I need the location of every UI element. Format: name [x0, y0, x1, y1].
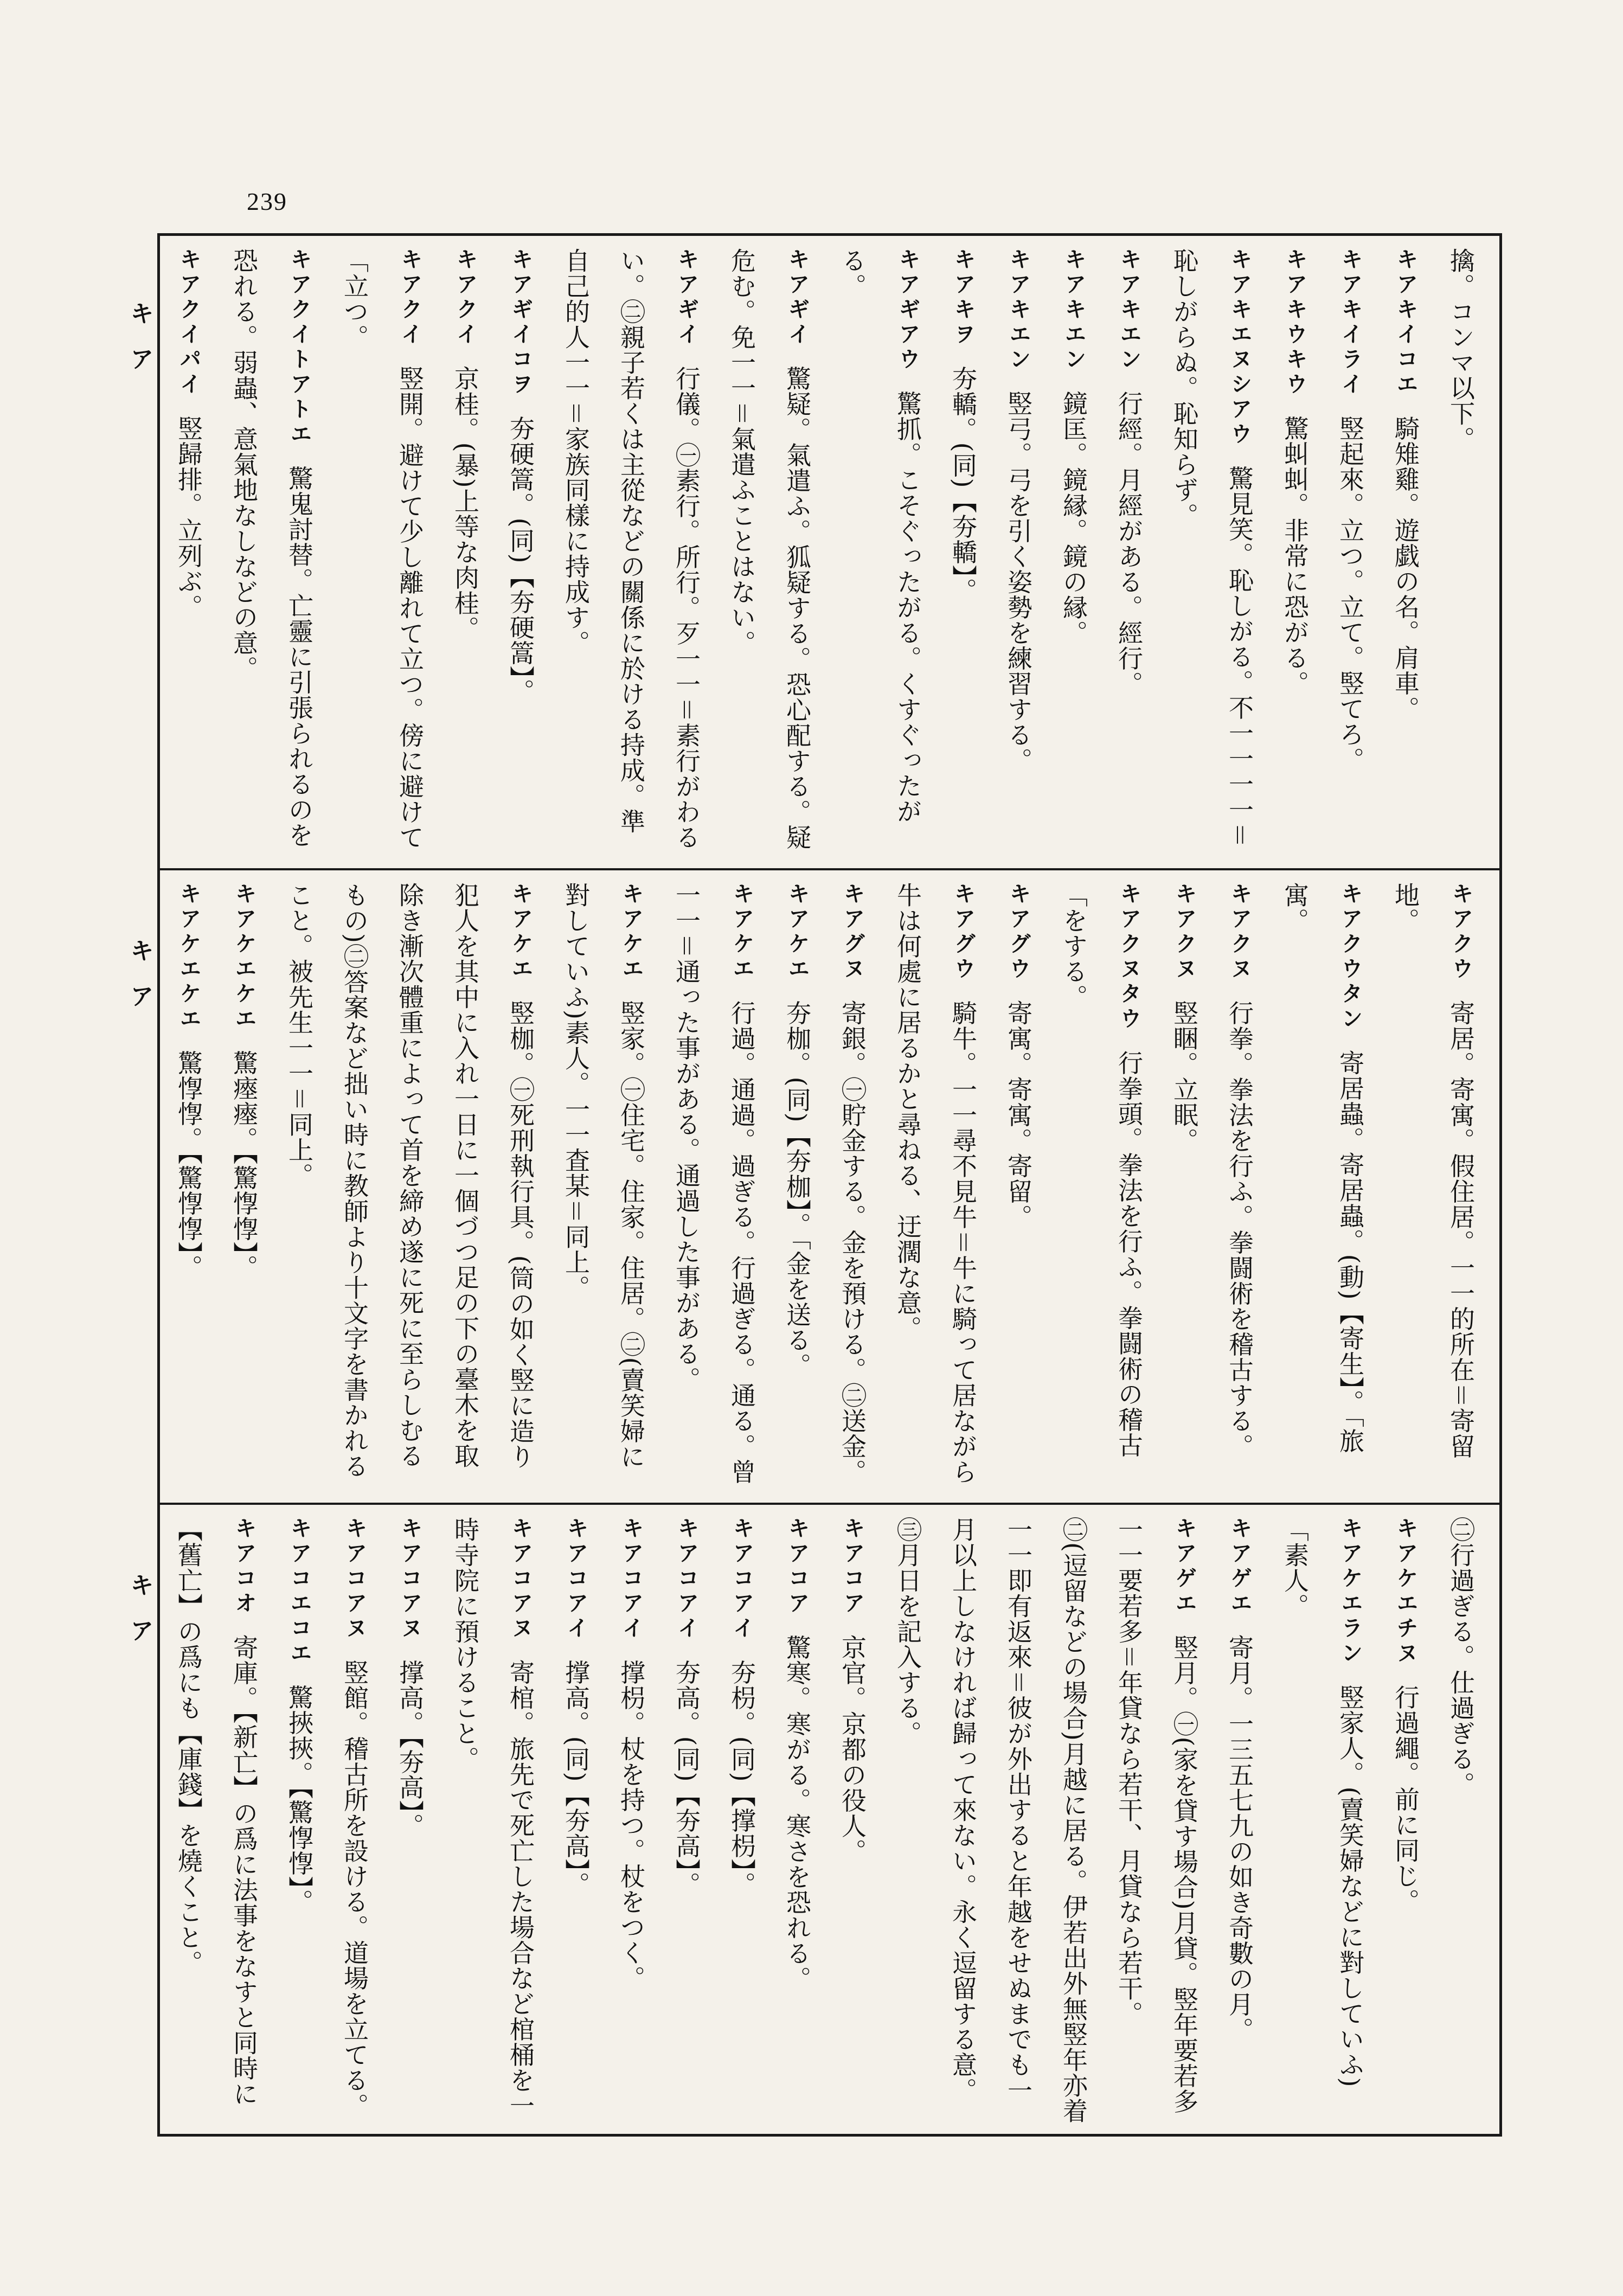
- entry-definition: 京官。京都の役人。: [838, 1634, 867, 1864]
- entry-headword: キアクウ: [1448, 882, 1473, 982]
- tier-bottom-content: [171, 1517, 1489, 2124]
- dictionary-entry: [1378, 882, 1489, 1493]
- entry-headword: キアケエ: [619, 882, 644, 982]
- entry-headword: キアケエ: [729, 882, 754, 982]
- entry-definition: 行拳。拳法を行ふ。拳闘術を稽古する。: [1225, 1000, 1254, 1459]
- dictionary-entry: [548, 248, 714, 858]
- dictionary-entry: [825, 248, 935, 858]
- dictionary-entry: [991, 882, 1046, 1493]
- entry-definition: 驚挾挾。【驚惸惸】。: [285, 1684, 314, 1915]
- dictionary-entry: [216, 882, 272, 1493]
- entry-definition: 驚寒。寒がる。寒さを恐れる。: [782, 1634, 812, 1992]
- entry-definition: 竪開。避けて少し離れて立つ。傍に避けて「立つ。: [340, 248, 425, 850]
- dictionary-entry: [769, 882, 825, 1493]
- entry-definition: 竪起來。立つ。立て。竪てろ。: [1336, 415, 1365, 773]
- entry-definition: 撑高。【夯高】。: [395, 1659, 425, 1839]
- entry-headword: キアケエラン: [1338, 1517, 1363, 1666]
- entry-continuation: [1433, 248, 1489, 858]
- dictionary-entry: [382, 1517, 438, 2124]
- dictionary-entry: [935, 248, 991, 858]
- dictionary-entry: [1046, 248, 1101, 858]
- entry-definition: 驚抓。こそぐったがる。くすぐったがる。: [838, 248, 922, 824]
- entry-definition: 夯高。(同)【夯高】。: [672, 1659, 701, 1897]
- dictionary-entry: [1267, 882, 1378, 1493]
- dictionary-entry: [1212, 1517, 1267, 2124]
- dictionary-entry: [659, 1517, 714, 2124]
- entry-definition: 驚見笑。恥しがる。不一一一一＝恥しがらぬ。恥知らず。: [1170, 248, 1254, 848]
- entry-definition: 寄銀。㊀貯金する。金を預ける。㊁送金。: [838, 1000, 867, 1485]
- entry-headword: キアケエケエ: [232, 882, 256, 1032]
- dictionary-entry: [1046, 882, 1157, 1493]
- dictionary-entry: [171, 882, 216, 1493]
- dictionary-entry: [604, 1517, 659, 2124]
- dictionary-entry: [216, 248, 327, 858]
- dictionary-entry: [880, 882, 991, 1493]
- entry-definition: 竪枷。㊀死刑執行具。(筒の如く竪に造り犯人を其中に入れ一日に一個づつ足の下の臺木を取除き漸次體重によって首を締め遂に死に至らしむるもの)㊁答案など拙い時に教師より十文字を書かれること。被先生一一＝同上。: [285, 882, 535, 1479]
- entry-headword: キアギイ: [785, 248, 810, 348]
- entry-headword: キアクイパイ: [176, 248, 201, 397]
- entry-definition: 竪月。㊀(家を貸す場合)月貸。竪年要若多一一要若多＝年貸なら若干、月貸なら若干。: [1114, 1517, 1199, 2114]
- tier-middle: [160, 870, 1499, 1505]
- entry-definition: 撑枴。杖を持つ。杖をつく。: [617, 1659, 646, 1991]
- dictionary-entry: [714, 1517, 769, 2124]
- entry-definition: 京桂。(暴)上等な肉桂。: [451, 365, 480, 642]
- tier-middle-content: [171, 882, 1489, 1493]
- dictionary-entry: [825, 882, 880, 1493]
- entry-definition: 竪家。㊀住宅。住家。住居。㊁(賣笑婦に對していふ)素人。一一査某＝同上。: [561, 882, 646, 1470]
- entry-headword: キアグウ: [1006, 882, 1031, 982]
- dictionary-entry: [1157, 882, 1212, 1493]
- entry-headword: キアクイ: [453, 248, 478, 348]
- dictionary-entry: [171, 1517, 272, 2124]
- entry-headword: キアキイライ: [1338, 248, 1363, 397]
- tier-bottom: [160, 1505, 1499, 2134]
- dictionary-entry: [714, 248, 825, 858]
- dictionary-entry: [659, 882, 769, 1493]
- dictionary-entry: [272, 882, 548, 1493]
- dictionary-entry: [1433, 1517, 1489, 2124]
- entry-headword: キアキエン: [1117, 248, 1141, 373]
- entry-headword: キアケエ: [785, 882, 810, 982]
- dictionary-entry: [548, 1517, 604, 2124]
- entry-definition: 驚疑。氣遣ふ。狐疑する。恐心配する。疑危む。免一一＝氣遣ふことはない。: [727, 248, 812, 850]
- entry-definition: 擒。コンマ以下。: [1446, 248, 1476, 452]
- entry-headword: キアクヌタウ: [1117, 882, 1141, 1032]
- entry-definition: 行過。通過。過ぎる。行過ぎる。通る。曾一一＝通った事がある。通過した事がある。: [672, 882, 756, 1485]
- entry-headword: キアコアイ: [563, 1517, 588, 1641]
- dictionary-entry: [327, 1517, 382, 2124]
- dictionary-entry: [1378, 248, 1433, 858]
- dictionary-entry: [1378, 1517, 1433, 2124]
- entry-definition: 寄庫。【新亡】の爲に法事をなすと同時に【舊亡】の爲にも【庫錢】を燒くこと。: [174, 1517, 259, 2107]
- dictionary-entry: [327, 248, 438, 858]
- dictionary-entry: [438, 248, 493, 858]
- entry-headword: キアギアウ: [895, 248, 920, 373]
- dictionary-entry: [438, 1517, 548, 2124]
- margin-label-top: キア: [126, 301, 153, 392]
- entry-headword: キアケエチヌ: [1393, 1517, 1418, 1666]
- entry-headword: キアキウキウ: [1282, 248, 1307, 397]
- entry-definition: 騎雉雞。遊戯の名。肩車。: [1391, 415, 1420, 722]
- entry-definition: 夯硬篙。(同)【夯硬篙】。: [506, 415, 535, 704]
- dictionary-entry: [1267, 1517, 1378, 2124]
- dictionary-frame: [157, 233, 1502, 2137]
- entry-definition: 寄月。一三五七九の如き奇數の月。: [1225, 1634, 1254, 2043]
- dictionary-entry: [1323, 248, 1378, 858]
- entry-definition: 驚鬼討替。亡靈に引張られるのを恐れる。弱蟲、意氣地なしなどの意。: [229, 248, 314, 848]
- entry-definition: 寄居蟲。寄居蟲。(動)【寄生】。「旅寓。: [1280, 882, 1365, 1454]
- entry-headword: キアコアイ: [729, 1517, 754, 1641]
- entry-definition: 驚瘞瘞。【驚惸惸】。: [229, 1050, 259, 1280]
- entry-definition: 驚惸惸。【驚惸惸】。: [174, 1050, 203, 1280]
- entry-definition: 鏡匡。鏡縁。鏡の縁。: [1059, 390, 1088, 646]
- dictionary-entry: [769, 1517, 825, 2124]
- entry-headword: キアケエ: [508, 882, 533, 982]
- dictionary-entry: [171, 248, 216, 858]
- entry-headword: キアキエン: [1006, 248, 1031, 373]
- entry-headword: キアコアヌ: [342, 1517, 367, 1641]
- entry-definition: 行儀。㊀素行。所行。歹一一＝素行がわるい。㊁親子若くは主從などの關係に於ける持成。準自己的人一一＝家族同樣に持成す。: [561, 248, 701, 850]
- dictionary-entry: [991, 248, 1046, 858]
- entry-definition: 竪家人。(賣笑婦などに對していふ)「素人。: [1280, 1517, 1365, 2088]
- entry-definition: 寄居。寄寓。假住居。一一的所在＝寄留地。: [1391, 882, 1476, 1459]
- dictionary-entry: [548, 882, 659, 1493]
- entry-headword: キアキヲ: [951, 248, 976, 348]
- entry-headword: キアクヌ: [1227, 882, 1252, 982]
- dictionary-entry: [1267, 248, 1323, 858]
- dictionary-entry: [272, 1517, 327, 2124]
- tier-top: [160, 236, 1499, 870]
- entry-headword: キアケエケエ: [176, 882, 201, 1032]
- entry-headword: キアキイコエ: [1393, 248, 1418, 397]
- entry-headword: キアギイコヲ: [508, 248, 533, 397]
- entry-definition: ㊁行過ぎる。仕過ぎる。: [1446, 1517, 1476, 1797]
- entry-definition: 寄寓。寄寓。寄留。: [1004, 1000, 1033, 1230]
- page-number: 239: [247, 188, 287, 215]
- entry-headword: キアゲエ: [1172, 1517, 1197, 1617]
- entry-definition: 行拳頭。拳法を行ふ。拳闘術の稽古「をする。: [1059, 882, 1144, 1458]
- margin-label-bottom: キア: [126, 1573, 153, 1664]
- entry-definition: 夯轎。(同)【夯轎】。: [948, 365, 978, 604]
- dictionary-entry: [1157, 248, 1267, 858]
- entry-headword: キアクヌ: [1172, 882, 1197, 982]
- entry-definition: 夯枴。(同)【撑枴】。: [727, 1659, 756, 1897]
- entry-headword: キアコエコエ: [287, 1517, 312, 1666]
- entry-definition: 驚虯虯。非常に恐がる。: [1280, 415, 1310, 696]
- entry-headword: キアギイ: [674, 248, 699, 348]
- entry-headword: キアゲエ: [1227, 1517, 1252, 1617]
- entry-definition: 竪睏。立眠。: [1170, 1000, 1199, 1153]
- entry-headword: キアコア: [785, 1517, 810, 1617]
- entry-headword: キアクイ: [397, 248, 422, 348]
- entry-definition: 竪弓。弓を引く姿勢を練習する。: [1004, 390, 1033, 773]
- entry-headword: キアコア: [840, 1517, 865, 1617]
- entry-headword: キアグウ: [951, 882, 976, 982]
- entry-definition: 竪館。稽古所を設ける。道場を立てる。: [340, 1659, 369, 2119]
- dictionary-entry: [880, 1517, 1101, 2124]
- entry-definition: 夯枷。(同)【夯枷】。「金を送る。: [782, 1000, 812, 1378]
- entry-headword: キアクウタン: [1338, 882, 1363, 1032]
- entry-definition: 竪歸排。立列ぶ。: [174, 415, 203, 620]
- entry-definition: 騎牛。一一尋不見牛＝牛に騎って居ながら牛は何處に居るかと尋ねる、迂濶な意。: [893, 882, 978, 1485]
- dictionary-entry: [493, 248, 548, 858]
- dictionary-entry: [825, 1517, 880, 2124]
- entry-definition: 寄棺。旅先で死亡した場合など棺桶を一時寺院に預けること。: [451, 1517, 535, 2119]
- entry-headword: キアグヌ: [840, 882, 865, 982]
- entry-headword: キアコアヌ: [397, 1517, 422, 1641]
- entry-definition: ㊁(逗留などの場合)月越に居る。伊若出外無竪年亦着一一即有返來＝彼が外出すると年越をせぬまでも一月以上しなければ歸って來ない。永く逗留する意。㊂月日を記入する。: [893, 1517, 1088, 2124]
- dictionary-entry: [1101, 1517, 1212, 2124]
- entry-headword: キアキエン: [1061, 248, 1086, 373]
- entry-definition: 撑高。(同)【夯高】。: [561, 1659, 591, 1897]
- tier-top-content: [171, 248, 1489, 858]
- entry-headword: キアコアイ: [674, 1517, 699, 1641]
- entry-headword: キアコアイ: [619, 1517, 644, 1641]
- entry-headword: キアキエヌシアウ: [1227, 248, 1252, 447]
- margin-label-middle: キア: [126, 938, 153, 1029]
- entry-definition: 行過繩。前に同じ。: [1391, 1684, 1420, 1914]
- entry-headword: キアコアヌ: [508, 1517, 533, 1641]
- dictionary-entry: [1212, 882, 1267, 1493]
- entry-definition: 行經。月經がある。經行。: [1114, 390, 1144, 697]
- dictionary-entry: [1101, 248, 1157, 858]
- entry-headword: キアコオ: [232, 1517, 256, 1617]
- entry-headword: キアクイトアトエ: [287, 248, 312, 447]
